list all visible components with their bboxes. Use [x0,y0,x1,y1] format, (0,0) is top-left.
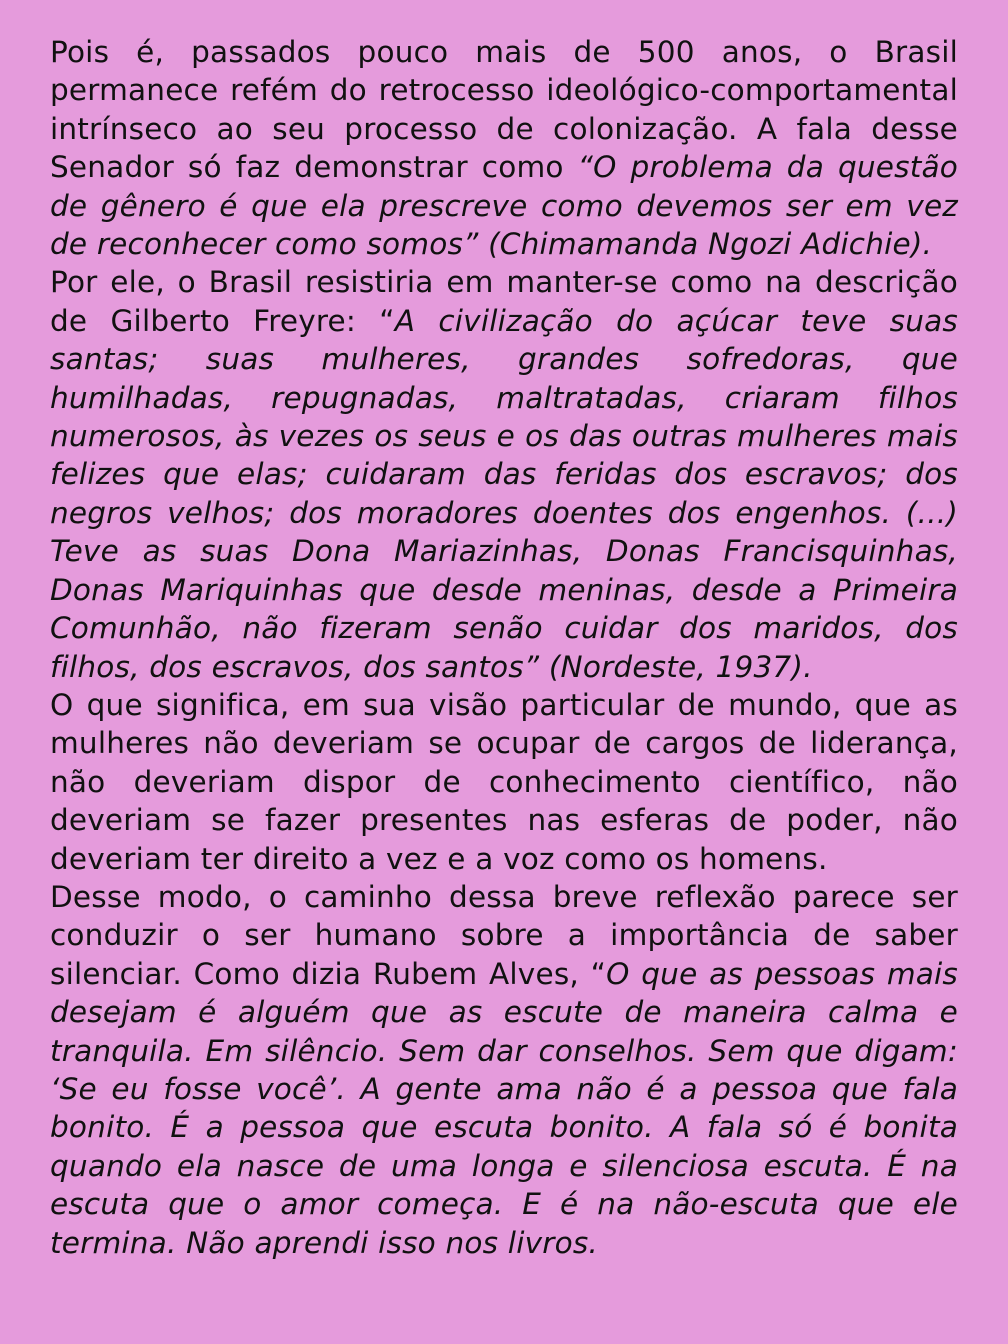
paragraph-text: Desse modo, o caminho dessa breve reflexão parece ser conduzir o ser humano sobre a importância de saber silenciar. Como dizia Rubem Alves, “ [50,879,958,991]
paragraph-text: O que significa, em sua visão particular de mundo, que as mulheres não deveriam se ocupar de cargos de liderança, não deveriam dispor de conhecimento científico, não deveriam se fazer presentes nas esferas de poder, não deveriam ter direito a vez e a voz como os homens. [50,687,958,876]
paragraph-text: Por ele, o Brasil resistiria em manter-se como na descrição de Gilberto Freyre: “ [50,265,958,338]
document-body [50,33,958,1262]
quote-adichie: “O problema da questão de gênero é que ela prescreve como devemos ser em vez de reconhecer como somos” (Chimamanda Ngozi Adichie). [50,150,958,262]
paragraph-text: Pois é, passados pouco mais de 500 anos, o Brasil permanece refém do retrocesso ideológico-comportamental intrínseco ao seu processo de colonização. A fala desse Senador só faz demonstrar como [50,35,958,185]
quote-rubem-alves: O que as pessoas mais desejam é alguém que as escute de maneira calma e tranquila. Em silêncio. Sem dar conselhos. Sem que digam: ‘Se eu fosse você’. A gente ama não é a pessoa que fala bonito. É a pessoa que escuta bonito. A fala só é bonita quando ela nasce de uma longa e silenciosa escuta. É na escuta que o amor começa. E é na não-escuta que ele termina. Não aprendi isso nos livros. [50,956,959,1260]
paragraph-colonization [50,33,958,263]
paragraph-silence [50,878,958,1262]
paragraph-freyre [50,263,958,685]
quote-freyre: A civilização do açúcar teve suas santas; suas mulheres, grandes sofredoras, que humilhadas, repugnadas, maltratadas, criaram filhos numerosos, às vezes os seus e os das outras mulheres mais felizes que elas; cuidaram das feridas dos escravos; dos negros velhos; dos moradores doentes dos engenhos. (...) Teve as suas Dona Mariazinhas, Donas Francisquinhas, Donas Mariquinhas que desde meninas, desde a Primeira Comunhão, não fizeram senão cuidar dos maridos, dos filhos, dos escravos, dos santos” (Nordeste, 1937). [50,303,958,684]
paragraph-meaning [50,686,958,878]
